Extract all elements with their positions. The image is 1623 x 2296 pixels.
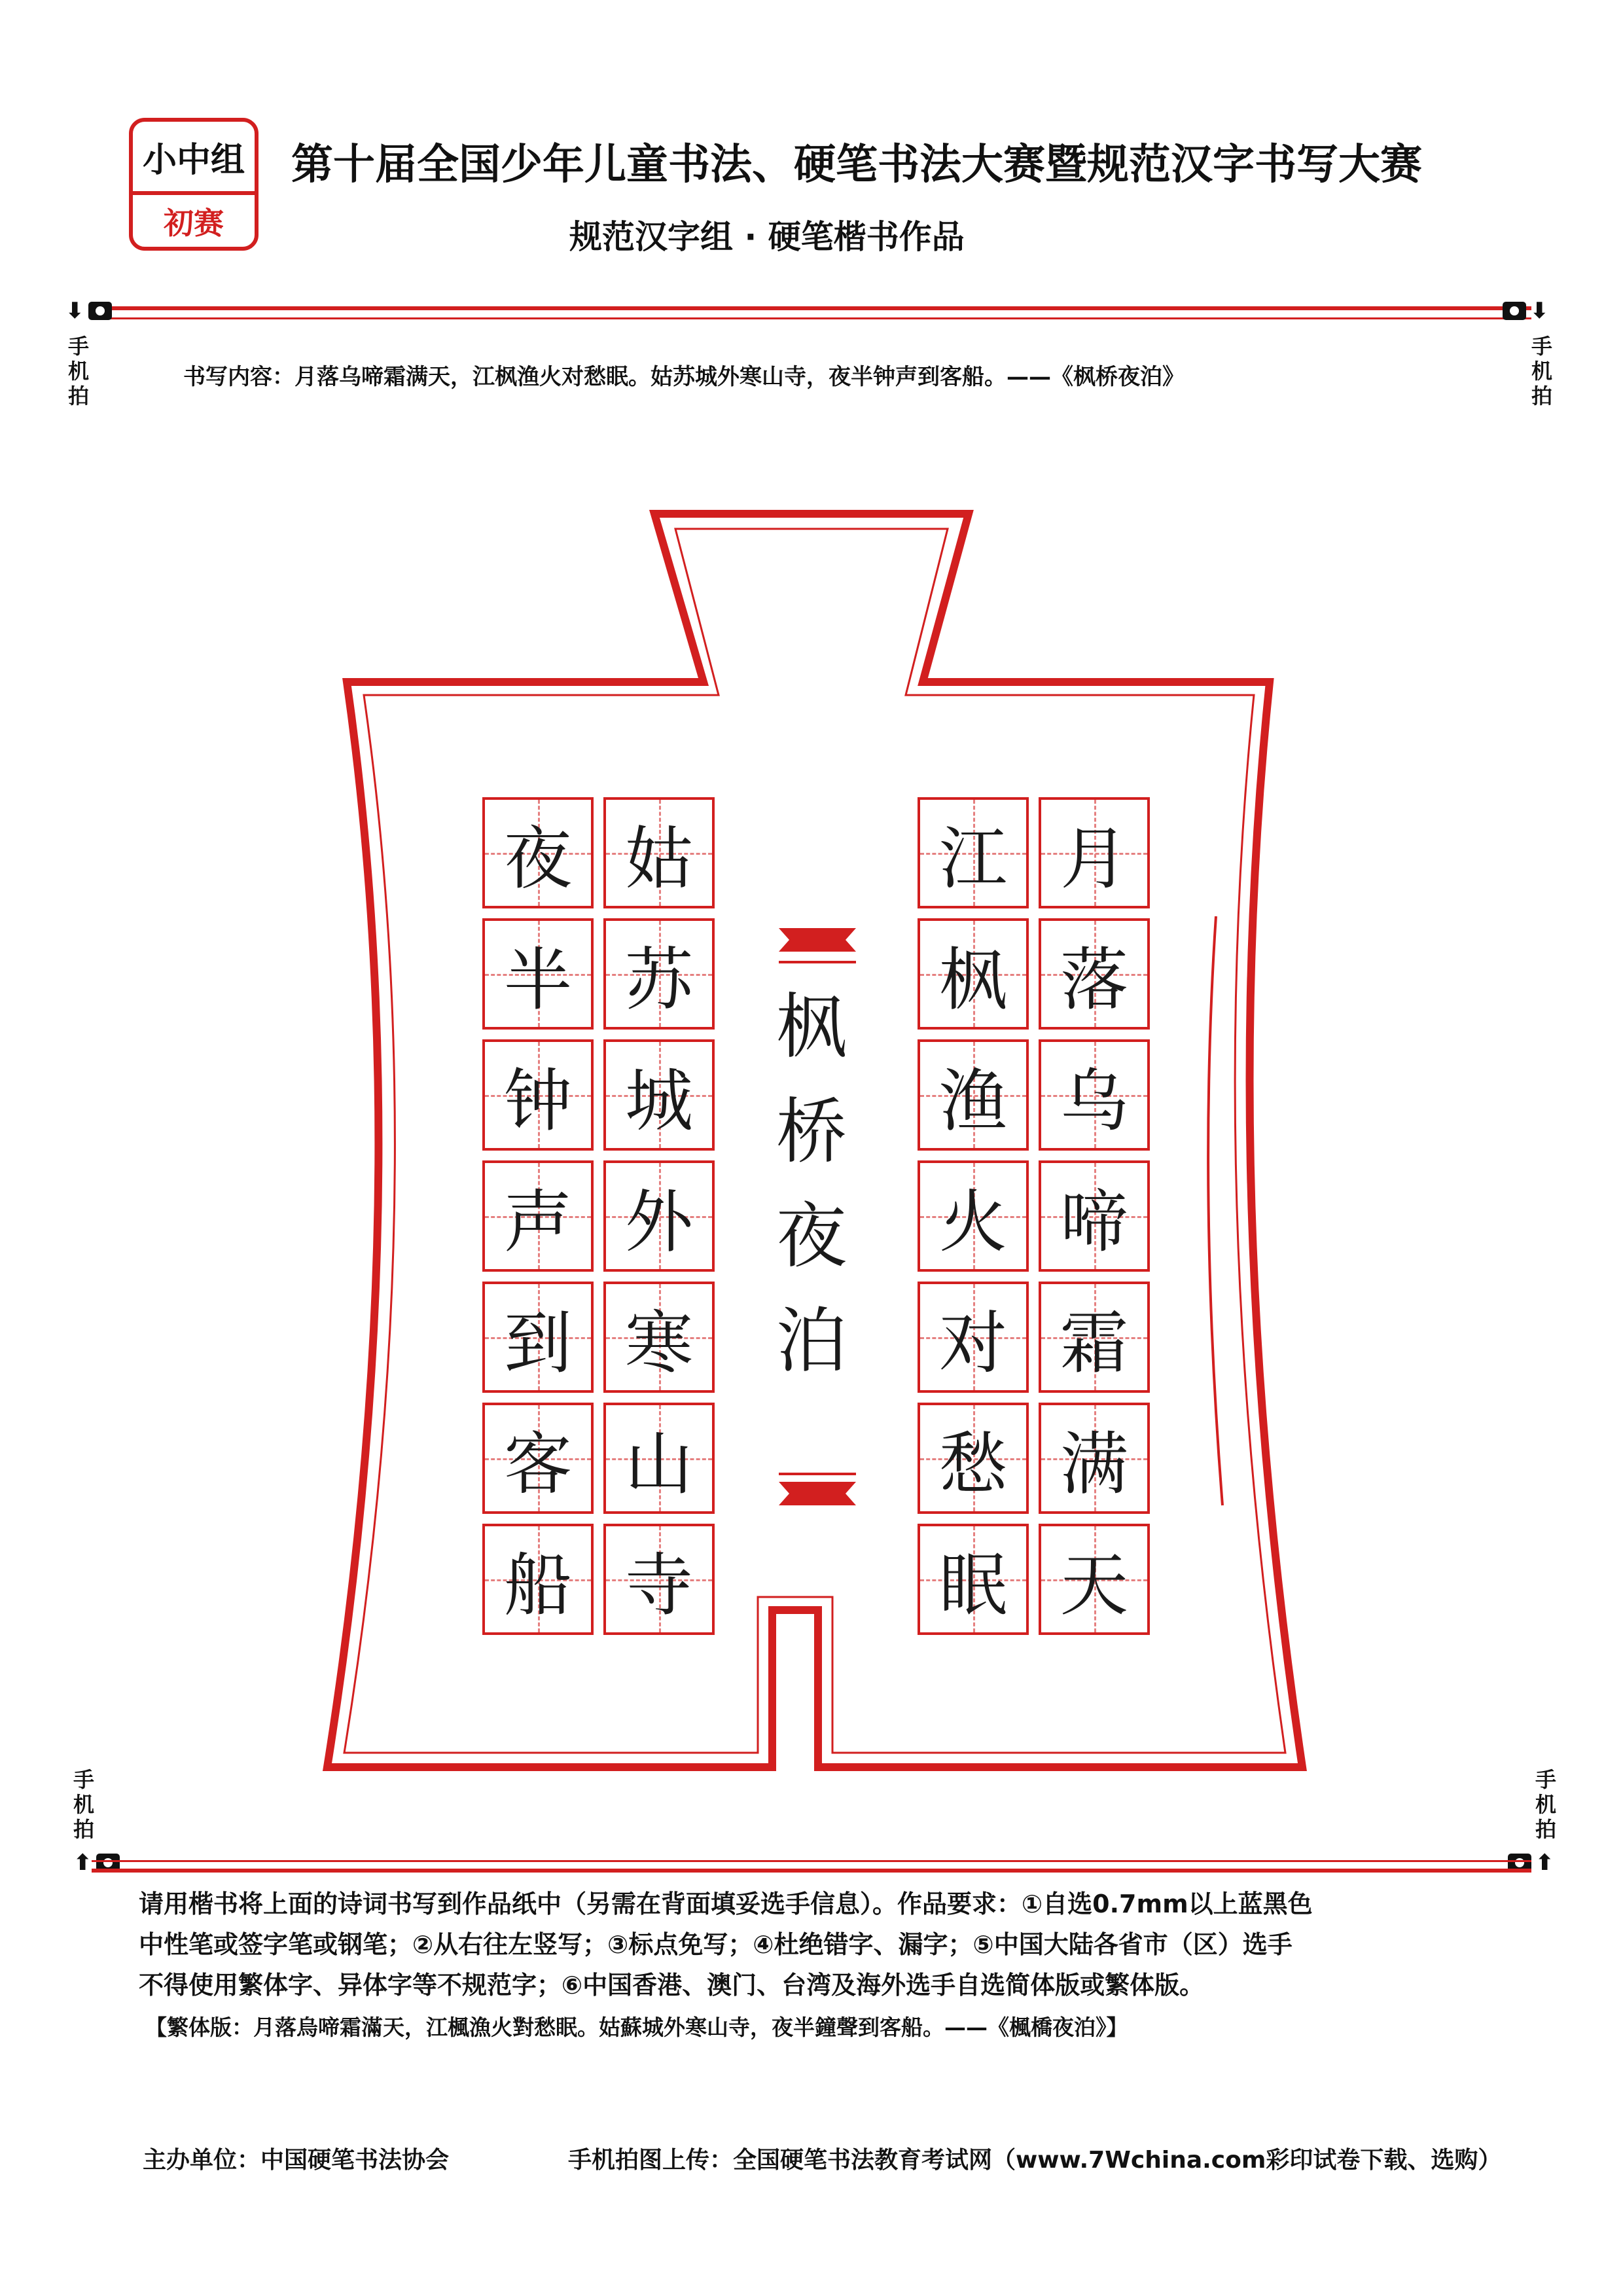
grid-cell [603, 1403, 715, 1514]
down-arrow-icon: ⬇ [65, 298, 84, 324]
page-title: 第十届全国少年儿童书法、硬笔书法大赛暨规范汉字书写大赛 [291, 140, 1422, 189]
grid-cell [603, 1039, 715, 1151]
grid-cell [1039, 797, 1150, 908]
poem-title-char: 夜 [776, 1196, 847, 1278]
title-ornament-bottom [779, 1474, 856, 1505]
poem-char: 枫 [938, 940, 1007, 1020]
poem-char: 对 [938, 1303, 1007, 1383]
poem-char: 船 [503, 1545, 572, 1625]
up-arrow-icon: ⬆ [73, 1850, 92, 1876]
grid-cell [482, 1403, 594, 1514]
badge-stage-label: 初赛 [164, 205, 224, 241]
grid-cell [482, 797, 594, 908]
poem-char: 声 [503, 1182, 572, 1262]
requirements-line: 不得使用繁体字、异体字等不规范字；⑥中国香港、澳门、台湾及海外选手自选简体版或繁体版。 [139, 1971, 1205, 2000]
poem-char: 眠 [938, 1545, 1007, 1625]
page-subtitle: 规范汉字组 · 硬笔楷书作品 [569, 218, 965, 256]
phone-label-char: 机 [73, 1792, 94, 1817]
poem-char: 夜 [503, 819, 572, 899]
phone-label-char: 手 [1535, 1767, 1556, 1792]
poem-char: 愁 [938, 1424, 1007, 1504]
grid-cell [1039, 1524, 1150, 1635]
requirements-text [139, 1884, 1493, 2005]
grid-cell [603, 1282, 715, 1393]
grid-cell [482, 1039, 594, 1151]
grid-cell [1039, 918, 1150, 1030]
grid-cell [482, 1160, 594, 1272]
grid-cell [603, 1524, 715, 1635]
grid-cell [603, 918, 715, 1030]
requirements-line: 中性笔或签字笔或钢笔；②从右往左竖写；③标点免写；④杜绝错字、漏字；⑤中国大陆各省市（区）选手 [139, 1930, 1293, 1959]
poem-title-char: 泊 [776, 1300, 847, 1382]
poem-char: 城 [624, 1061, 693, 1141]
phone-label-char: 机 [1531, 359, 1552, 384]
grid-cell [918, 1282, 1029, 1393]
poem-char: 苏 [624, 940, 693, 1020]
grid-cell [603, 797, 715, 908]
phone-label-char: 手 [67, 334, 89, 359]
poem-char: 半 [503, 940, 572, 1020]
grid-cell [482, 1282, 594, 1393]
poem-char: 客 [503, 1424, 572, 1504]
poem-char: 天 [1060, 1545, 1128, 1625]
up-arrow-icon: ⬆ [1535, 1850, 1554, 1876]
grid-cell [603, 1160, 715, 1272]
poem-char: 钟 [503, 1061, 572, 1141]
phone-label-char: 手 [1531, 334, 1552, 359]
poem-char: 寒 [624, 1303, 693, 1383]
poem-char: 渔 [938, 1061, 1007, 1141]
phone-label-bottom-left [71, 1767, 97, 1842]
traditional-version-text: 【繁体版：月落烏啼霜滿天，江楓漁火對愁眠。姑蘇城外寒山寺，夜半鐘聲到客船。——《楓橋夜泊》】 [145, 2015, 1128, 2040]
requirements-line: 请用楷书将上面的诗词书写到作品纸中（另需在背面填妥选手信息）。作品要求：①自选0.7mm以上蓝黑色 [139, 1890, 1313, 1918]
grid-cell [482, 1524, 594, 1635]
phone-label-bottom-right [1533, 1767, 1559, 1842]
phone-label-char: 机 [67, 359, 89, 384]
poem-char: 外 [624, 1182, 693, 1262]
grid-cell [918, 918, 1029, 1030]
poem-char: 火 [938, 1182, 1007, 1262]
phone-label-char: 拍 [1535, 1817, 1556, 1842]
poem-title-char: 桥 [776, 1091, 847, 1173]
poem-char: 啼 [1060, 1182, 1128, 1262]
title-ornament-top [779, 928, 856, 962]
grid-cell [482, 918, 594, 1030]
upload-info-text: 手机拍图上传：全国硬笔书法教育考试网（www.7Wchina.com彩印试卷下载、选购） [568, 2147, 1502, 2174]
poem-char: 落 [1060, 940, 1128, 1020]
poem-char: 到 [503, 1303, 572, 1383]
bottom-rule-thin [92, 1860, 1531, 1862]
poem-char: 山 [624, 1424, 693, 1504]
phone-label-char: 拍 [67, 384, 89, 408]
grid-cell [918, 797, 1029, 908]
grid-cell [918, 1403, 1029, 1514]
phone-label-char: 机 [1535, 1792, 1556, 1817]
poem-title-char: 枫 [776, 986, 847, 1068]
grid-cell [1039, 1403, 1150, 1514]
poem-char: 姑 [624, 819, 693, 899]
writing-content: 书写内容：月落乌啼霜满天，江枫渔火对愁眠。姑苏城外寒山寺，夜半钟声到客船。——《枫桥夜泊》 [183, 364, 1185, 390]
grid-cell [918, 1524, 1029, 1635]
badge-group-label: 小中组 [142, 140, 245, 180]
grid-cell [918, 1160, 1029, 1272]
poem-char: 寺 [624, 1545, 693, 1625]
grid-cell [918, 1039, 1029, 1151]
poem-char: 霜 [1060, 1303, 1128, 1383]
poem-title [772, 975, 851, 1394]
poem-char: 月 [1060, 819, 1128, 899]
bottom-rule-thick [92, 1869, 1531, 1873]
organizer-text: 主办单位：中国硬笔书法协会 [143, 2147, 450, 2174]
poem-char: 满 [1060, 1424, 1128, 1504]
phone-label-char: 手 [73, 1767, 94, 1792]
grid-cell [1039, 1039, 1150, 1151]
grid-cell [1039, 1160, 1150, 1272]
phone-label-char: 拍 [1531, 384, 1552, 408]
grid-cell [1039, 1282, 1150, 1393]
phone-label-char: 拍 [73, 1817, 94, 1842]
poem-char: 江 [938, 819, 1007, 899]
poem-char: 乌 [1060, 1061, 1128, 1141]
down-arrow-icon: ⬇ [1530, 298, 1549, 324]
